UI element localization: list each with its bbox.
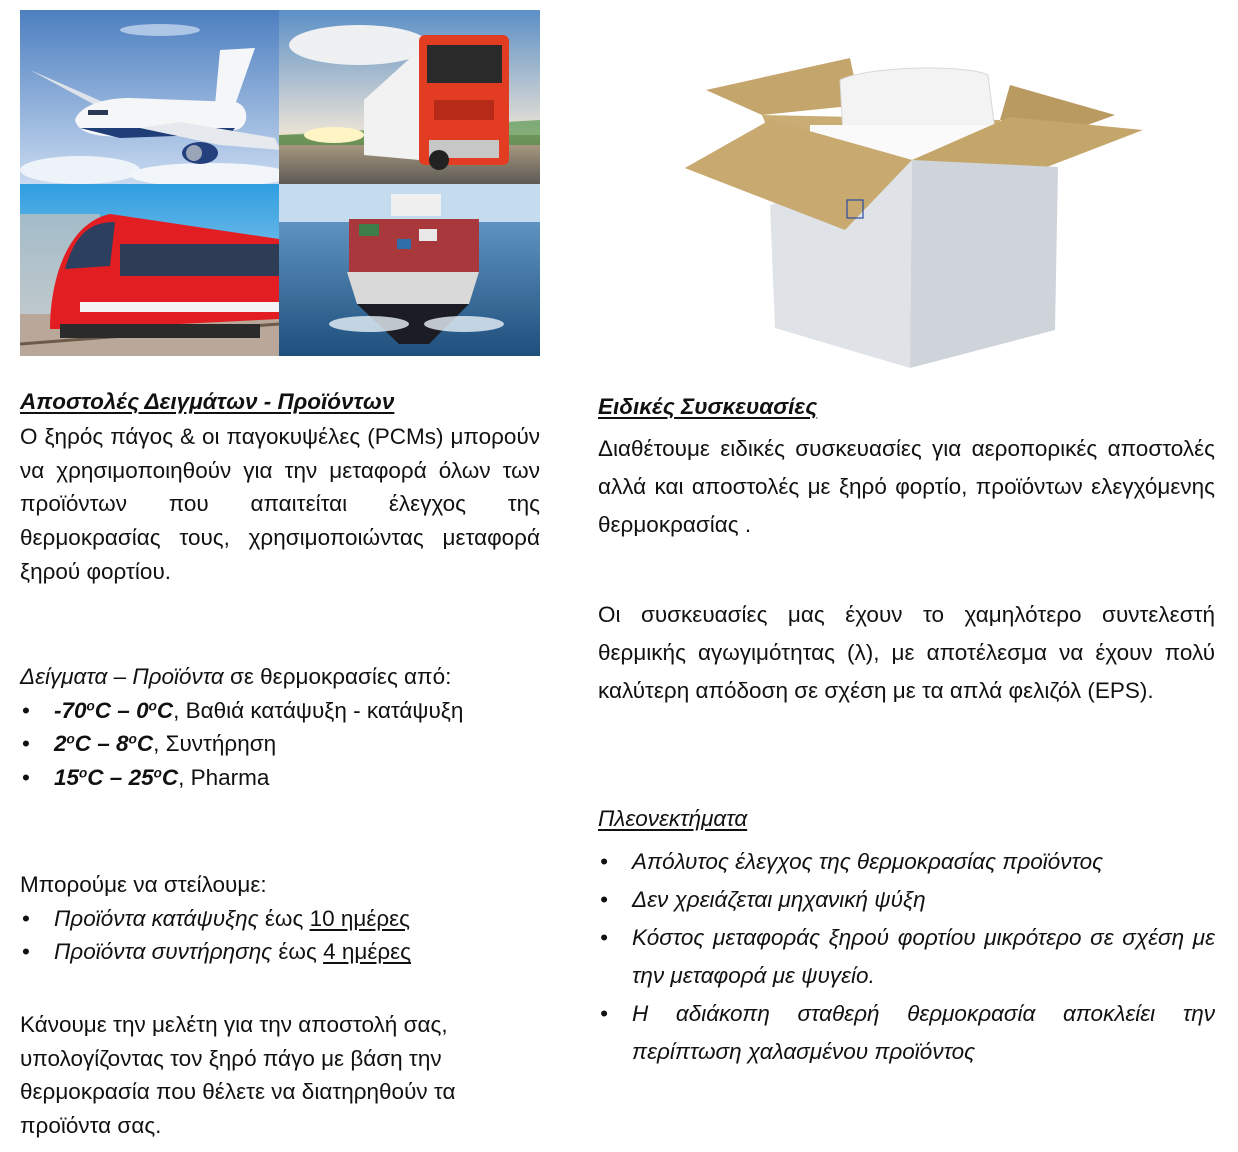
advantages-list <box>598 843 1215 1071</box>
advantage-item: • Δεν χρειάζεται μηχανική ψύξη <box>598 881 1215 919</box>
temperature-item: • 15$^o$C – 25$^o$C, Pharma <box>20 761 560 795</box>
temperature-list <box>20 694 560 795</box>
duration-item: • Προϊόντα κατάψυξης έως 10 ημέρες <box>20 902 560 936</box>
left-intro-paragraph: Ο ξηρός πάγος & οι παγοκυψέλες (PCMs) μπορούν να χρησιμοποιηθούν για την μεταφορά όλων των προϊόντων που απαιτείται έλεγχος της θερμοκρασίας τους, χρησιμοποιώντας μεταφορά ξηρού φορτίου. <box>20 424 540 584</box>
train-image <box>20 184 279 356</box>
transport-collage <box>20 10 540 356</box>
left-closing-paragraph: Κάνουμε την μελέτη για την αποστολή σας, υπολογίζοντας τον ξηρό πάγο με βάση την θερμοκρασία που θέλετε να διατηρηθούν τα προϊόντα σας. <box>20 1012 456 1139</box>
airplane-image <box>20 10 279 184</box>
right-paragraph-1: Διαθέτουμε ειδικές συσκευασίες για αεροπορικές αποστολές αλλά και αποστολές με ξηρό φορτίο, προϊόντων ελεγχόμενης θερμοκρασίας . <box>598 436 1215 537</box>
temperatures-intro <box>20 660 560 694</box>
temps-intro-rest: σε θερμοκρασίες από: <box>223 664 452 689</box>
advantages-section <box>598 843 1215 1071</box>
advantage-item: • Κόστος μεταφοράς ξηρού φορτίου μικρότερο σε σχέση με την μεταφορά με ψυγείο. <box>598 919 1215 995</box>
duration-item: • Προϊόντα συντήρησης έως 4 ημέρες <box>20 935 560 969</box>
send-intro: Μπορούμε να στείλουμε: <box>20 872 267 897</box>
left-heading: Αποστολές Δειγμάτων - Προϊόντων <box>20 389 395 414</box>
advantages-heading: Πλεονεκτήματα <box>598 806 748 831</box>
temperature-item: • -70$^o$C – 0$^o$C, Βαθιά κατάψυξη - κατάψυξη <box>20 694 560 728</box>
advantage-item: • Η αδιάκοπη σταθερή θερμοκρασία αποκλείει την περίπτωση χαλασμένου προϊόντος <box>598 995 1215 1071</box>
right-paragraph-2: Οι συσκευασίες μας έχουν το χαμηλότερο συντελεστή θερμικής αγωγιμότητας (λ), με αποτέλεσμα να έχουν πολύ καλύτερη απόδοση σε σχέση με τα απλά φελιζόλ (EPS). <box>598 602 1215 703</box>
cargo-ship-image <box>279 184 540 356</box>
shipping-duration-list <box>20 902 560 969</box>
advantage-item: • Απόλυτος έλεγχος της θερμοκρασίας προϊόντος <box>598 843 1215 881</box>
shipping-duration-section <box>20 868 560 969</box>
temperatures-section <box>20 660 560 795</box>
right-heading: Ειδικές Συσκευασίες <box>598 394 818 419</box>
truck-image <box>279 10 540 184</box>
temperature-item: • 2$^o$C – 8$^o$C, Συντήρηση <box>20 727 560 761</box>
temps-intro-italic: Δείγματα – Προϊόντα <box>20 664 224 689</box>
insulated-box-image <box>670 40 1150 380</box>
